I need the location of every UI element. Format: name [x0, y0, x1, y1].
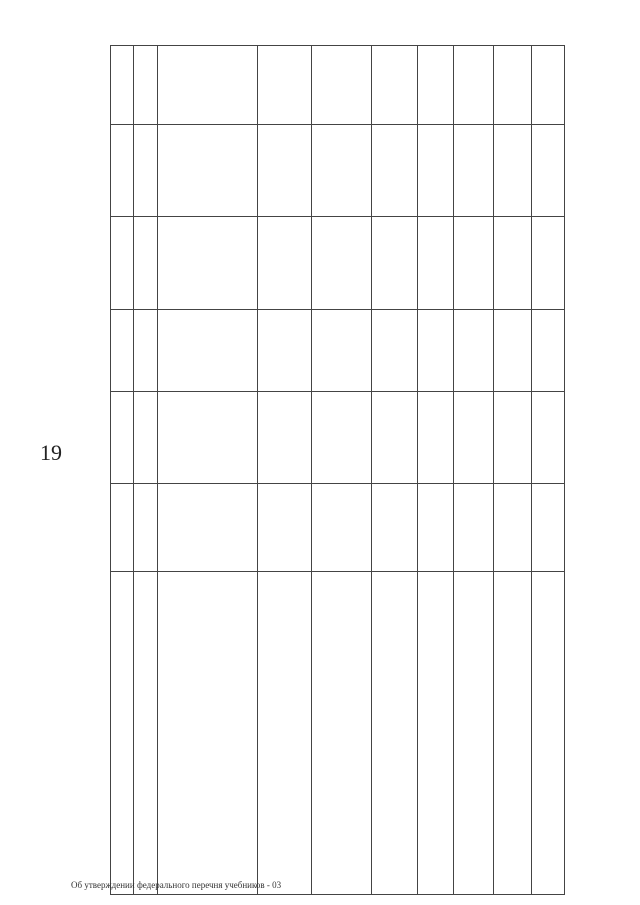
column-8-cell — [453, 484, 493, 572]
column-9-cell — [493, 484, 531, 572]
authors-cell — [257, 484, 311, 572]
code-cell — [133, 392, 157, 484]
authors-cell — [257, 392, 311, 484]
table-row — [111, 391, 564, 484]
row-number-cell — [111, 125, 133, 217]
title-cell — [157, 310, 257, 392]
table-row — [111, 216, 564, 310]
column-8-cell — [453, 217, 493, 310]
column-6-cell — [371, 572, 417, 897]
title-cell — [157, 392, 257, 484]
column-7-cell — [417, 125, 453, 217]
authors-cell — [257, 572, 311, 897]
footer-text: Об утверждении федерального перечня учебников - 03 — [71, 880, 282, 890]
row-number-cell — [111, 310, 133, 392]
column-10-cell — [531, 125, 566, 217]
title-cell — [157, 46, 257, 124]
table-row — [111, 309, 564, 392]
publisher-cell — [311, 310, 371, 392]
column-9-cell — [493, 310, 531, 392]
column-10-cell — [531, 310, 566, 392]
code-cell — [133, 125, 157, 217]
column-8-cell — [453, 572, 493, 897]
table-row — [111, 571, 564, 897]
column-10-cell — [531, 46, 566, 124]
column-9-cell — [493, 217, 531, 310]
authors-cell — [257, 125, 311, 217]
code-cell — [133, 310, 157, 392]
row-number-cell — [111, 217, 133, 310]
column-10-cell — [531, 572, 566, 897]
row-number-cell — [111, 46, 133, 124]
authors-cell — [257, 310, 311, 392]
row-number-cell — [111, 572, 133, 897]
column-7-cell — [417, 484, 453, 572]
title-cell — [157, 572, 257, 897]
column-7-cell — [417, 392, 453, 484]
title-cell — [157, 217, 257, 310]
column-7-cell — [417, 217, 453, 310]
column-6-cell — [371, 392, 417, 484]
publisher-cell — [311, 392, 371, 484]
title-cell — [157, 484, 257, 572]
column-10-cell — [531, 217, 566, 310]
row-number-cell — [111, 392, 133, 484]
column-10-cell — [531, 392, 566, 484]
column-8-cell — [453, 310, 493, 392]
code-cell — [133, 572, 157, 897]
publisher-cell — [311, 46, 371, 124]
publisher-cell — [311, 572, 371, 897]
column-6-cell — [371, 217, 417, 310]
table-row — [111, 46, 564, 124]
column-8-cell — [453, 392, 493, 484]
code-cell — [133, 217, 157, 310]
column-7-cell — [417, 572, 453, 897]
textbook-table — [110, 45, 565, 895]
table-row — [111, 483, 564, 572]
row-number-cell — [111, 484, 133, 572]
column-6-cell — [371, 125, 417, 217]
column-9-cell — [493, 46, 531, 124]
page-number: 19 — [40, 440, 62, 465]
column-9-cell — [493, 572, 531, 897]
publisher-cell — [311, 484, 371, 572]
authors-cell — [257, 217, 311, 310]
code-cell — [133, 46, 157, 124]
column-7-cell — [417, 310, 453, 392]
column-9-cell — [493, 125, 531, 217]
column-10-cell — [531, 484, 566, 572]
column-9-cell — [493, 392, 531, 484]
authors-cell — [257, 46, 311, 124]
column-6-cell — [371, 46, 417, 124]
column-6-cell — [371, 310, 417, 392]
table-row — [111, 124, 564, 217]
publisher-cell — [311, 125, 371, 217]
column-8-cell — [453, 125, 493, 217]
code-cell — [133, 484, 157, 572]
column-8-cell — [453, 46, 493, 124]
column-6-cell — [371, 484, 417, 572]
column-7-cell — [417, 46, 453, 124]
publisher-cell — [311, 217, 371, 310]
title-cell — [157, 125, 257, 217]
